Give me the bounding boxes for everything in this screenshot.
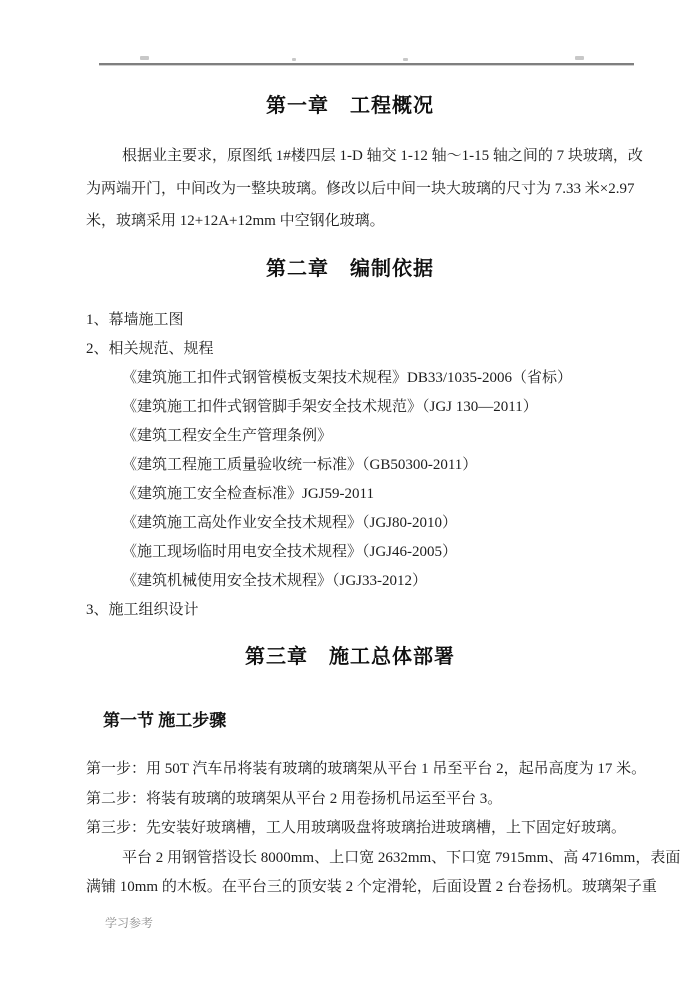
chapter-3-title: 第三章 施工总体部署 xyxy=(245,646,455,668)
header-artifact xyxy=(403,58,408,61)
list-item: 《建筑施工高处作业安全技术规程》（JGJ80-2010） xyxy=(122,515,458,531)
list-item: 3、施工组织设计 xyxy=(86,602,199,618)
paragraph-line: 为两端开门，中间改为一整块玻璃。修改以后中间一块大玻璃的尺寸为 7.33 米×2.97 xyxy=(86,180,635,197)
header-artifact xyxy=(292,58,296,61)
step-line: 平台 2 用钢管搭设长 8000mm、上口宽 2632mm、下口宽 7915mm、高 4716mm，表面 xyxy=(122,849,681,866)
step-line: 第三步：先安装好玻璃槽，工人用玻璃吸盘将玻璃抬进玻璃槽，上下固定好玻璃。 xyxy=(86,820,627,836)
step-line: 第二步：将装有玻璃的玻璃架从平台 2 用卷扬机吊运至平台 3。 xyxy=(86,790,503,807)
step-line: 第一步：用 50T 汽车吊将装有玻璃的玻璃架从平台 1 吊至平台 2，起吊高度为 17 米。 xyxy=(86,761,647,777)
reference-list xyxy=(86,306,646,625)
paragraph-line: 根据业主要求，原图纸 1#楼四层 1-D 轴交 1-12 轴～1-15 轴之间的 7 块玻璃，改 xyxy=(122,148,643,164)
chapter-2-title: 第二章 编制依据 xyxy=(266,258,434,280)
list-item: 《建筑施工安全检查标准》JGJ59-2011 xyxy=(122,486,374,502)
construction-steps xyxy=(86,755,681,903)
chapter-1-paragraph xyxy=(86,140,646,238)
list-item: 《施工现场临时用电安全技术规程》（JGJ46-2005） xyxy=(122,544,458,560)
footer-note: 学习参考 xyxy=(105,916,154,930)
list-item: 《建筑机械使用安全技术规程》（JGJ33-2012） xyxy=(122,573,428,589)
list-item: 《建筑施工扣件式钢管脚手架安全技术规范》（JGJ 130—2011） xyxy=(122,399,538,415)
chapter-1-title: 第一章 工程概况 xyxy=(266,95,434,117)
header-artifact xyxy=(140,56,149,60)
list-item: 2、相关规范、规程 xyxy=(86,341,214,357)
list-item: 1、幕墙施工图 xyxy=(86,312,184,328)
list-item: 《建筑工程施工质量验收统一标准》（GB50300-2011） xyxy=(122,457,478,473)
paragraph-line: 米，玻璃采用 12+12A+12mm 中空钢化玻璃。 xyxy=(86,213,385,229)
step-line: 满铺 10mm 的木板。在平台三的顶安装 2 个定滑轮，后面设置 2 台卷扬机。玻璃架子重 xyxy=(86,879,657,895)
list-item: 《建筑施工扣件式钢管模板支架技术规程》DB33/1035-2006（省标） xyxy=(122,370,573,386)
header-rule xyxy=(99,63,634,65)
list-item: 《建筑工程安全生产管理条例》 xyxy=(122,428,333,444)
section-1-title: 第一节 施工步骤 xyxy=(103,711,227,730)
header-artifact xyxy=(575,56,584,60)
